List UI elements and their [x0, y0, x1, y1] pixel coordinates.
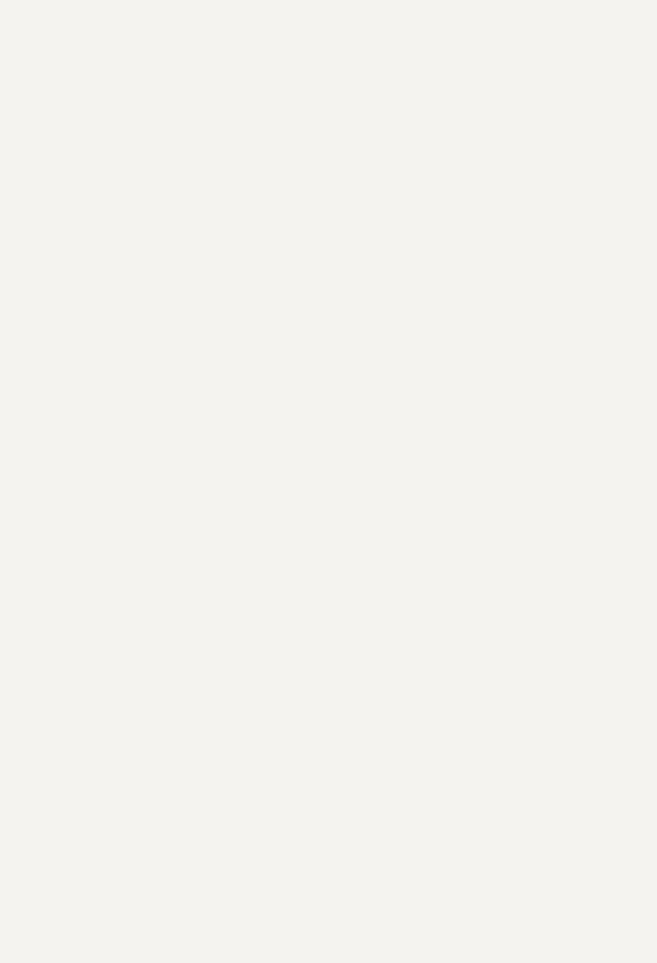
bottom-region	[0, 840, 657, 963]
